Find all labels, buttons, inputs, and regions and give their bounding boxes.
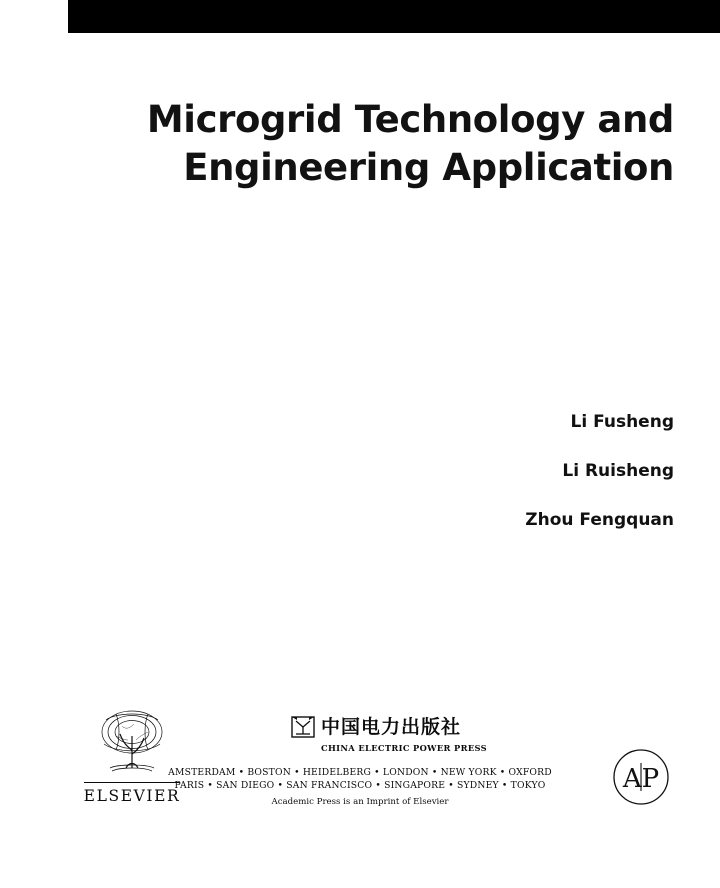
- page-top-black-band: [68, 0, 720, 33]
- publisher-offices-line-2: PARIS • SAN DIEGO • SAN FRANCISCO • SINGAPORE • SYDNEY • TOKYO: [174, 780, 546, 791]
- page-top-left-margin: [0, 0, 68, 33]
- china-electric-power-press-logo: [290, 714, 490, 753]
- page-title-line-1: Microgrid Technology and: [146, 98, 674, 141]
- svg-text:AP: AP: [622, 764, 660, 794]
- author-2: Li Ruisheng: [562, 461, 674, 481]
- page-title-line-2: Engineering Application: [183, 146, 674, 189]
- elsevier-wordmark: ELSEVIER: [84, 782, 181, 805]
- page-title: [40, 96, 674, 192]
- cepp-chinese-name: 中国电力出版社: [321, 715, 462, 738]
- publisher-logos: [0, 700, 720, 830]
- publisher-offices-line-1: AMSTERDAM • BOSTON • HEIDELBERG • LONDON • NEW YORK • OXFORD: [168, 767, 552, 778]
- imprint-note: Academic Press is an Imprint of Elsevier: [271, 797, 449, 807]
- publisher-offices: [0, 766, 720, 792]
- author-1: Li Fusheng: [570, 412, 674, 432]
- cepp-mark-icon: [290, 714, 316, 740]
- author-list: [40, 398, 674, 545]
- cepp-english-name: CHINA ELECTRIC POWER PRESS: [321, 743, 488, 753]
- author-3: Zhou Fengquan: [525, 510, 674, 530]
